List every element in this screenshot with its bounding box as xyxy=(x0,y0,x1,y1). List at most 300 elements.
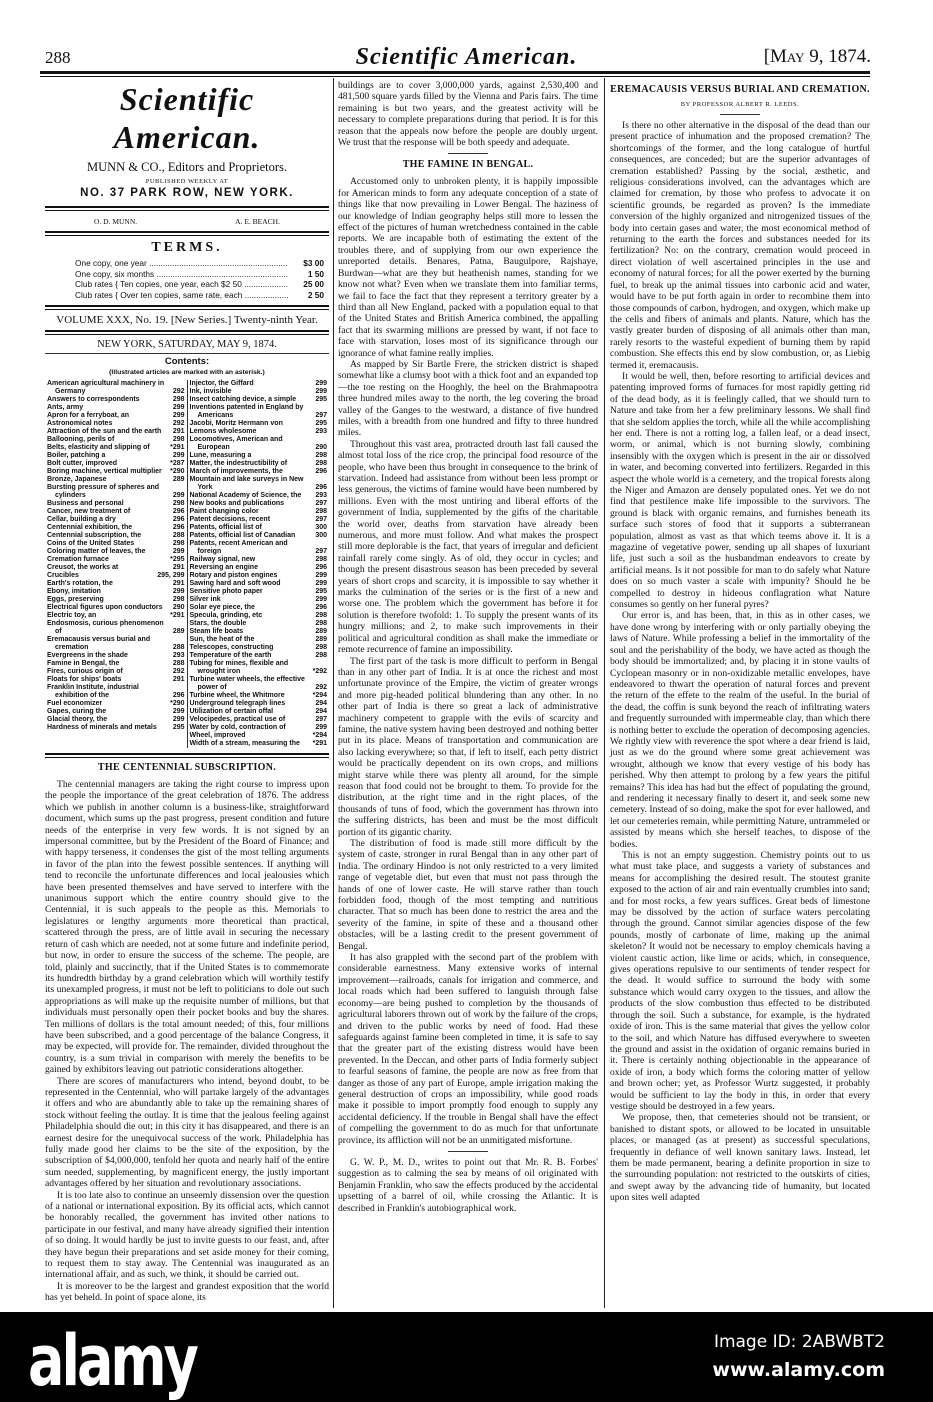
contents-entry-title: Rotary and piston engines xyxy=(189,572,278,579)
contents-entry-page: 299 xyxy=(315,580,327,587)
contents-entry-page: 289 xyxy=(315,636,327,643)
contents-entry xyxy=(190,652,328,660)
contents-entry-title: Gapes, curing the xyxy=(47,708,107,715)
contents-entry-title: Ebony, imitation xyxy=(47,588,101,595)
contents-entry xyxy=(47,524,185,532)
contents-entry-title: Paint changing color xyxy=(189,508,259,515)
watermark-bar xyxy=(0,1312,933,1402)
contents-entry-page: 291 xyxy=(172,564,185,571)
contents-entry-page: *291 xyxy=(170,612,185,619)
contents-entry xyxy=(190,556,328,564)
contents-entry xyxy=(47,468,185,476)
contents-entry xyxy=(190,596,328,604)
contents-entry-page: 292 xyxy=(172,388,185,395)
paragraph: It is too late also to continue an unseemly dissension over the question of a national or international exposition. By its official acts, which cannot be honorably recalled, the government has invited other nations to participate in our festival, and many have already signified their intention of so doing. It would hardly be just to invite guests to our feast, and, after they have begun their preparations and set aside money for their coming, to request them to stay away. The Centennial was inaugurated as an international affair, and as such, we think, it should be carried out. xyxy=(45,1189,329,1281)
contents-entry-title: Bronze, Japanese xyxy=(47,476,107,483)
contents-entry-page: 299 xyxy=(172,548,185,555)
contents-entry-page: 296 xyxy=(172,692,185,699)
contents-entry-title: Bolt cutter, improved xyxy=(47,460,118,467)
contents-entry-page: 300 xyxy=(315,524,327,531)
contents-entry-page: 299 xyxy=(315,380,327,387)
contents-entry xyxy=(47,700,185,708)
contents-entry-title: Reversing an engine xyxy=(189,564,258,571)
paragraph: It would be well, then, before resorting to artificial devices and patenting improved forms of furnaces for most rapidly getting rid of the dead body, as it is feelingly called, that we should turn to Nature and take from her a few preliminary lessons. We shall find that she seldom applies the torch, while all the while accomplishing her end. There is not a rotting log, a fallen leaf, or a dead insect, worm, or animal, which is not burning slowly, combining insensibly with the oxygen which is present in the air or dissolved in water, and becoming converted into fertilizers. Regarded in this aspect the whole world is a cemetery, and the tropical forests along the Niger and Amazon are densely populated ones. Yet we do not find that pestilence make life impossible to the survivors. The ground is black with organic remains, and furnishes beneath its surface such stores of food that it supports a subterranean population, almost as vast as that which teems above it. It is a magazine of vegetative power, sending up all shapes of luxuriant life, just such a soil as the husbandman endeavors to create by artificial means. Is it not possible for man to do safely what Nature does on so much vaster a scale with impunity? Should he be compelled to destroy in hideous conflagration what Nature consumes so gently on her funeral pyres? xyxy=(610,370,870,611)
contents-entry-title: Sensitive photo paper xyxy=(189,588,263,595)
contents-entry-page: 294 xyxy=(315,708,327,715)
paragraph: The distribution of food is made still more difficult by the system of caste, stronger in rural Bengal than in any other part of India. The ordinary Hindoo is not only restricted to a very limited range of vegetable diet, but even that must not pass through the hands of one of lower caste. He will starve rather than touch forbidden food, though of the most tempting and nutritious character. That so much has been done to restrict the area and the severity of the famine, in spite of these and a thousand other obstacles, will be a lasting credit to the present government of Bengal. xyxy=(338,838,598,952)
contents-entry-title: Coins of the United States xyxy=(47,540,135,547)
contents-entry xyxy=(190,388,328,396)
contents-entry-title: Railway signal, new xyxy=(189,556,256,563)
contents-entry xyxy=(47,476,185,484)
contents-entry xyxy=(47,452,185,460)
contents-entry-page: 290 xyxy=(172,604,185,611)
contents-entry xyxy=(47,436,185,444)
rule xyxy=(45,231,329,236)
contents-entry xyxy=(190,532,328,540)
contents-entry-title: Electric toy, an xyxy=(47,612,97,619)
contents-entry-title: Earth's rotation, the xyxy=(47,580,113,587)
contents-entry-page: 298 xyxy=(315,620,327,627)
rule xyxy=(45,353,329,354)
contents-entry-title: Turbine water wheels, the effective power of xyxy=(189,676,305,691)
image-id: Image ID: 2ABWBT2 xyxy=(713,1332,885,1352)
article-centennial xyxy=(45,762,329,1304)
contents-table xyxy=(45,380,329,748)
terms-price: 2 50 xyxy=(307,289,324,300)
contents-entry-title: Electrical figures upon conductors xyxy=(47,604,163,611)
contents-entry-title: Sawing hard and soft wood xyxy=(189,580,281,587)
contents-entry xyxy=(190,476,328,492)
contents-entry-page: *287 xyxy=(170,460,185,467)
contents-entry-title: Wheel, improved xyxy=(189,732,246,739)
contents-entry-page: 289 xyxy=(172,628,185,635)
contents-entry-title: Inventions patented in England by Americans xyxy=(189,404,304,419)
paragraph: This is not an empty suggestion. Chemistry points out to us what must take place, and suggests a variety of substances and means for accomplishing the desired result. The stoutest granite exposed to the action of air and rain eventually crumbles into sand; and for most rocks, a few years suffices. Great beds of limestone may be dissolved by the action of surface waters percolating through the ground. Cannot similar agencies dispose of the few pounds, mostly of carbonate of lime, making up the animal skeleton? It would not be necessary to employ chemicals having a violent caustic action, like lime or acids, which, in consequence, gives operations repulsive to our sentiments of tender respect for the dead. It would suffice to surround the body with some substance which would carry oxygen to the tissues, and allow the products of the slow combustion thus effected to be distributed through the soil. Such a substance, for example, is the hydrated oxide of iron. This is the same material that gives the yellow color to the soil, and which Nature has diffused everywhere to sweeten the ground and assist in the oxidation of organic remains buried in it. There is certainly nothing objectionable in the appearance of oxide of iron, a body which forms the coloring matter of yellow and brown ocher; yet, as Professor Wurtz suggested, it probably would be sufficient to lay the body in this, in order that every vestige should be destroyed in a few years. xyxy=(610,850,870,1112)
contents-entry xyxy=(190,492,328,500)
contents-entry xyxy=(190,716,328,724)
contents-entry-title: Ballooning, perils of xyxy=(47,436,115,443)
contents-entry-page: *291 xyxy=(312,740,327,747)
terms-label: Club rates { Ten copies, one year, each $2 50 ..... xyxy=(75,279,288,290)
contents-entry xyxy=(47,548,185,556)
contents-entry-title: Patents, recent American and foreign xyxy=(189,540,288,555)
contents-entry-page: 299 xyxy=(172,492,185,499)
contents-entry xyxy=(47,636,185,652)
article-heading: THE CENTENNIAL SUBSCRIPTION. xyxy=(97,762,277,773)
contents-entry-title: Famine in Bengal, the xyxy=(47,660,120,667)
contents-entry xyxy=(190,676,328,692)
contents-entry-title: Patents, official list of Canadian xyxy=(189,532,296,539)
contents-entry-page: 288 xyxy=(172,644,185,651)
contents-entry-page: 296 xyxy=(315,604,327,611)
contents-entry-title: Business and personal xyxy=(47,500,124,507)
contents-entry-title: Ants, army xyxy=(47,404,84,411)
contents-entry xyxy=(47,556,185,564)
contents-entry-title: Patent decisions, recent xyxy=(189,516,271,523)
contents-entry-page: 298 xyxy=(172,436,185,443)
contents-entry xyxy=(47,420,185,428)
contents-entry xyxy=(47,500,185,508)
contents-note: (Illustrated articles are marked with an asterisk.) xyxy=(109,369,265,376)
contents-entry-page: 296 xyxy=(315,484,327,491)
contents-entry-title: Apron for a ferryboat, an xyxy=(47,412,130,419)
contents-entry-page: 298 xyxy=(315,652,327,659)
separator xyxy=(448,1151,488,1152)
contents-entry-title: Locomotives, American and European xyxy=(189,436,283,451)
contents-entry xyxy=(47,380,185,396)
contents-entry xyxy=(190,588,328,596)
contents-entry-title: Eremacausis versus burial and cremation xyxy=(47,636,151,651)
contents-entry-title: Endosmosis, curious phenomenon of xyxy=(47,620,164,635)
rule xyxy=(45,206,329,211)
contents-entry-page: 297 xyxy=(315,716,327,723)
contents-entry-title: Hardness of minerals and metals xyxy=(47,724,157,731)
contents-entry-page: 297 xyxy=(315,548,327,555)
contents-entry-page: 291 xyxy=(172,580,185,587)
contents-entry-page: 299 xyxy=(172,588,185,595)
contents-entry xyxy=(47,724,185,732)
contents-entry-title: American agricultural machinery in Germany xyxy=(47,380,165,395)
contents-entry-title: Attraction of the sun and the earth xyxy=(47,428,162,435)
contents-list-right xyxy=(187,380,330,748)
contents-entry xyxy=(47,668,185,676)
contents-entry xyxy=(190,708,328,716)
separator xyxy=(720,114,760,115)
contents-entry-page: 299 xyxy=(172,716,185,723)
contents-entry-page: 296 xyxy=(172,508,185,515)
contents-entry-page: 292 xyxy=(315,684,327,691)
contents-entry-page: 298 xyxy=(172,396,185,403)
contents-entry-title: Bursting pressure of spheres and cylinders xyxy=(47,484,160,499)
contents-entry-title: Evergreens in the shade xyxy=(47,652,128,659)
contents-entry-title: Astronomical notes xyxy=(47,420,113,427)
contents-entry-page: *292 xyxy=(312,668,327,675)
terms-row xyxy=(75,258,324,269)
contents-entry xyxy=(190,540,328,556)
contents-entry xyxy=(190,612,328,620)
contents-entry xyxy=(190,660,328,676)
contents-entry-title: Sun, the heat of the xyxy=(189,636,255,643)
contents-entry-title: Crucibles xyxy=(47,572,79,579)
terms-label: One copy, one year ..... xyxy=(75,258,288,269)
contents-entry-page: 299 xyxy=(315,572,327,579)
paragraph: Is there no other alternative in the disposal of the dead than our present practice of inhumation and the proposed cremation? The shortcomings of the former, and the long catalogue of hurtful consequences, are conceded; but are the superior advantages of cremation established? Passing by the social, æsthetic, and religious considerations involved, can the advantages which are claimed for cremation, by those who profess to advocate it on scientific grounds, be regarded as proven? Is the immediate conversion of the highly organized and nitrogenized tissues of the body into certain gases and water, the most economical method of returning to the earth the forces and substances needed for its fertilization? No: on the contrary, cremation would proceed in direct violation of well ascertained principles in the use and economy of natural forces; for all the power exerted by the burning fuel, to break up the animal tissues into carbonic acid and water, would have to be put forth again in order to recombine them into those compounds of carbon, hydrogen, and oxygen, which make up the cells and fibers of animals and plants. Nature, which has the vastly greater burden of disposing of all animals other than man, rarely resorts to the wasteful expedient of burning them by rapid combustion. She effects this end by slow combustion, or, as Liebig termed it, eremacausis. xyxy=(610,120,870,371)
contents-entry-page: 293 xyxy=(315,428,327,435)
contents-entry xyxy=(47,660,185,668)
separator xyxy=(448,153,488,154)
editor-name: A. E. BEACH. xyxy=(235,217,280,226)
contents-entry-title: Cremation furnace xyxy=(47,556,109,563)
contents-entry-page: 298 xyxy=(315,644,327,651)
terms-title: TERMS. xyxy=(151,240,223,255)
contents-entry-page: 296 xyxy=(172,516,185,523)
contents-entry-title: National Academy of Science, the xyxy=(189,492,302,499)
contents-entry xyxy=(47,404,185,412)
contents-entry-title: Specula, grinding, etc xyxy=(189,612,263,619)
column-divider xyxy=(333,78,334,1308)
contents-entry-title: Franklin Institute, industrial exhibition of the xyxy=(47,684,139,699)
rule xyxy=(45,305,329,310)
contents-entry xyxy=(47,460,185,468)
contents-entry-title: New books and publications xyxy=(189,500,285,507)
contents-entry-page: 294 xyxy=(315,700,327,707)
contents-entry xyxy=(47,396,185,404)
contents-entry xyxy=(190,580,328,588)
contents-entry xyxy=(47,572,185,580)
contents-entry xyxy=(47,604,185,612)
contents-entry xyxy=(47,532,185,540)
paragraph: We propose, then, that cemeteries should not be transient, or banished to distant spots, or allowed to be located in unsuitable places, or managed (as at present) as successful speculations, frequently in defiance of well known sanitary laws. Instead, let them be made permanent, bearing a definite proportion in size to the surrounding population: not restricted to the outskirts of cities, and swept away by the advancing tide of humanity, but located upon sites well adapted xyxy=(610,1112,870,1204)
rule xyxy=(45,753,329,758)
paragraph: The first part of the task is more difficult to perform in Bengal than in any other part of India. It is at once the richest and most unfortunate province of the Empire, the victim of greater wrongs and more pig-headed political blundering than any other. In no other part of India is there so great a lack of administrative machinery competent to grapple with the evils of scarcity and famine, the native system having been destroyed and nothing better put in its place. Means of transportation and communication are also lacking everywhere; so that, if left to itself, each petty district would be practically dependent on its own crops, and millions might starve while there was plenty all around, for the simple reason that food could not be brought to them. To provide for the distribution, at the right time and in the right places, of the thousands of tuns of food, which the government has thrown into the suffering districts, has been and must be the most difficult portion of its gigantic charity. xyxy=(338,655,598,838)
alamy-logo: alamy xyxy=(28,1320,196,1402)
contents-entry xyxy=(190,628,328,636)
contents-entry xyxy=(47,596,185,604)
contents-entry-page: 298 xyxy=(172,540,185,547)
contents-entry-page: *294 xyxy=(312,732,327,739)
column-1 xyxy=(45,80,329,1304)
running-masthead: Scientific American. xyxy=(355,44,578,70)
terms-price: $3 00 xyxy=(303,258,324,268)
paragraph: There are scores of manufacturers who intend, beyond doubt, to be represented in the Centennial, who will partake largely of the advantages it offers and who are abundantly able to take up the remaining shares of stock without feeling the outlay. It is time that the jealous feeling against Philadelphia should die out; in this city it has disappeared, and there is an earnest desire for the unequivocal success of the work. Philadelphia has fully made good her claims to be the site of the exposition, by the subscription of $4,000,000, tenfold her quota and nearly half of the entire sum needed, supplementing, by magnificent energy, the justly important advantages offered by her situation and revolutionary associations. xyxy=(45,1075,329,1190)
paragraph: buildings are to cover 3,000,000 yards, against 2,530,400 and 481,500 square yards filled by the Vienna and Paris fairs. The time remaining is but two years, and the greatest activity will be necessary to complete preparations during that period. It is for this reason that the appeals now before the people are doubly urgent. We trust that the response will be both speedy and adequate. xyxy=(338,80,598,149)
contents-entry-page: 297 xyxy=(315,412,327,419)
contents-entry-page: *291 xyxy=(170,444,185,451)
contents-entry-page: *294 xyxy=(312,692,327,699)
contents-entry-page: 299 xyxy=(172,412,185,419)
terms-row xyxy=(75,290,324,301)
contents-entry-title: Temperature of the earth xyxy=(189,652,272,659)
contents-entry-title: Injector, the Giffard xyxy=(189,380,254,387)
contents-entry-title: Stars, the double xyxy=(189,620,247,627)
contents-entry xyxy=(190,564,328,572)
contents-entry-page: 299 xyxy=(315,724,327,731)
contents-entry-title: Steam life boats xyxy=(189,628,244,635)
contents-entry xyxy=(190,636,328,644)
contents-entry-title: Creusot, the works at xyxy=(47,564,119,571)
contents-entry-page: 298 xyxy=(315,556,327,563)
contents-entry xyxy=(190,572,328,580)
contents-entry xyxy=(47,516,185,524)
contents-entry-page: 299 xyxy=(315,388,327,395)
paragraph: As mapped by Sir Bartle Frere, the stricken district is shaped somewhat like a clumsy boot with a thick foot and an expanded top—the toe resting on the Hooghly, the heel on the Brahmapootra three hundred miles away to the north, the leg covering the broad valley of the Ganges to the westward, a distance of five hundred miles, with a breadth from one hundred and fifty to three hundred miles. xyxy=(338,358,598,439)
contents-entry-page: 296 xyxy=(172,524,185,531)
contents-entry-page: 292 xyxy=(172,420,185,427)
contents-entry xyxy=(47,444,185,452)
contents-entry-page: 296 xyxy=(315,468,327,475)
paragraph: Throughout this vast area, protracted drouth last fall caused the almost total loss of the rice crop, the principal food resource of the people, who have been thus brought in consequence to the brink of starvation. Indeed had assistance from without been less prompt or less generous, the victims of famine would have been numbered by millions. Even with the most untiring and liberal efforts of the government of India, supplemented by the gifts of the charitable the world over, deaths from starvation have already been numerous, and more must follow. And what makes the prospect still more deplorable is the fact, that years of irregular and deficient rainfall rarely come singly. As of old, they occur in cycles; and though the present disastrous season has been preceded by several years of short crops and scarcity, it is impossible to say whether it marks the culmination of the series or is the first of a new and worse one. The problem which the government has before it for solution is therefore twofold: 1. To supply the present wants of its hungry millions; and 2, to make such improvements in their political and agricultural condition as shall make the immediate or remote recurrence of famine an impossibility. xyxy=(338,438,598,656)
contents-entry xyxy=(190,500,328,508)
rule xyxy=(45,330,329,335)
contents-entry-page: 289 xyxy=(172,476,185,483)
contents-entry-title: Answers to correspondents xyxy=(47,396,140,403)
contents-entry-page: 295 xyxy=(315,588,327,595)
contents-entry-title: Cellar, building a dry xyxy=(47,516,116,523)
contents-entry xyxy=(47,508,185,516)
contents-entry-title: Underground telegraph lines xyxy=(189,700,286,707)
contents-entry-title: Silver ink xyxy=(189,596,221,603)
contents-entry xyxy=(190,420,328,428)
contents-entry-title: Eggs, preserving xyxy=(47,596,104,603)
contents-entry-page: 298 xyxy=(172,500,185,507)
paragraph: It has also grappled with the second part of the problem with considerable earnestness. Many extensive works of internal improvement—railroads, canals for irrigation and commerce, and local roads which had been suffered to languish through false economy—are being pushed to completion by the thousands of agricultural laborers thrown out of work by the failure of the crops, and driven to the public works by need of food. Had these safeguards against famine been completed in time, it is safe to say that the greater part of the existing distress would have been prevented. In the Deccan, and other parts of India formerly subject to fearful seasons of famine, the people are now as free from that danger as those of any part of Europe, ample irrigation making the general destruction of crops an impossibility, while good roads make it possible to import promptly food enough to supply any accidental deficiency. If the trouble in Bengal shall have the effect of compelling the government to do as much for that unfortunate province, its affliction will not be an unmitigated misfortune. xyxy=(338,952,598,1146)
contents-entry-title: Water by cold, contraction of xyxy=(189,724,286,731)
contents-entry xyxy=(190,724,328,732)
contents-entry-title: Ink, invisible xyxy=(189,388,232,395)
contents-entry-page: 288 xyxy=(172,532,185,539)
editors xyxy=(45,217,329,226)
contents-entry xyxy=(190,516,328,524)
contents-entry xyxy=(47,684,185,700)
publication-title: Scientific American. xyxy=(113,81,261,155)
contents-entry xyxy=(47,412,185,420)
contents-entry-page: 298 xyxy=(315,452,327,459)
contents-entry xyxy=(47,564,185,572)
article-eremacausis xyxy=(610,80,870,1204)
contents-entry xyxy=(190,508,328,516)
contents-entry-title: Lemons wholesome xyxy=(189,428,257,435)
contents-entry-page: 298 xyxy=(315,460,327,467)
contents-entry-title: Glacial theory, the xyxy=(47,716,108,723)
contents-entry-title: Matter, the indestructibility of xyxy=(189,460,288,467)
contents-entry-title: Tubing for mines, flexible and wrought iron xyxy=(189,660,289,675)
contents-entry-page: *290 xyxy=(170,700,185,707)
article-heading: THE FAMINE IN BENGAL. xyxy=(402,159,534,171)
article-heading: EREMACAUSIS VERSUS BURIAL AND CREMATION. xyxy=(610,84,870,95)
contents-entry-title: Cancer, new treatment of xyxy=(47,508,131,515)
byline: BY PROFESSOR ALBERT R. LEEDS. xyxy=(680,101,800,108)
contents-entry-page: 295, 299 xyxy=(157,572,185,579)
contents-entry xyxy=(190,740,328,748)
editor-name: O. D. MUNN. xyxy=(94,217,138,226)
contents-entry-title: Boring machine, vertical multiplier xyxy=(47,468,162,475)
paragraph: The centennial managers are taking the right course to impress upon the people the importance of the great celebration of 1876. The address which we publish in another column is a business-like, straightforward document, which sums up the past progress, present condition and future needs of the enterprise in very few words. It is not signed by an impersonal committee, but by the President of the Board of Finance; and with happy terseness, it condenses the gist of the most telling arguments in favor of the plan into the fewest possible sentences. If anything will tend to reconcile the unfortunate differences and local jealousies which have been presented themselves and have served to interfere with the unanimous support which the entire country should give to the Centennial, it is such appeals to the people as this. Memorials to legislatures or lengthy arguments more theoretical than practical, scattered through the press, are of little avail in securing the necessary return of cash which are needed, not at some future and indefinite period, but now, in order to ensure the success of the scheme. The people, are told, plainly and succinctly, that if the United States is to commemorate its hundredth birthday by a grand celebration which will worthily testify its unexampled progress, it must not be left to politicians to dole out such appropriations as will make up the requisite number of millions, but that individuals must personally open their pocket books and buy the shares. Ten millions of dollars is the total amount needed; of this, four millions have been subscribed, and a good percentage of the balance Congress, it may be expected, will provide for. The remainder, divided throughout the country, is a sum trivial in comparison with merely the benefits to be gained by exhibitors leaving out patriotic considerations altogether. xyxy=(45,779,329,1076)
contents-entry xyxy=(190,396,328,404)
contents-entry-page: 298 xyxy=(172,596,185,603)
terms-label: Club rates { Over ten copies, same rate, each ..... xyxy=(75,290,288,301)
publishers: MUNN & CO., Editors and Proprietors. xyxy=(87,160,287,174)
contents-entry-page: 298 xyxy=(315,612,327,619)
contents-entry-page: 288 xyxy=(172,660,185,667)
contents-entry-page: 291 xyxy=(172,428,185,435)
contents-entry-page: 299 xyxy=(172,404,185,411)
contents-entry-page: 299 xyxy=(172,708,185,715)
contents-entry xyxy=(190,404,328,420)
terms-price: 1 50 xyxy=(307,268,324,279)
paragraph: G. W. P., M. D., writes to point out that Mr. R. B. Forbes' suggestion as to calming the sea by means of oil originated with Benjamin Franklin, who saw the effects produced by the accidental upsetting of a barrel of oil, while crossing the Atlantic. It is described in Franklin's autobiographical work. xyxy=(338,1156,598,1214)
contents-entry xyxy=(47,588,185,596)
contents-entry-title: Solar eye piece, the xyxy=(189,604,255,611)
contents-entry xyxy=(190,436,328,452)
paragraph: Accustomed only to unbroken plenty, it is happily impossible for American minds to form any adequate conception of a state of things like that now prevailing in Lower Bengal. The haziness of our knowledge of Indian geography helps still more to lessen the effect of the pictures of human wretchedness contained in the cable reports. We are incapable both of estimating the extent of the troubles there, and of supplying from our own experience the unreported details. Benares, Patna, Baugulpore, Rajshaye, Burdwan—what are they but heathenish names, standing for we know not what? Even when we translate them into familiar terms, we fail to face the fact that they represent a territory greater by a third than all New England, packed with a population equal to that of the United States and British America combined, the appalling fact that its swarming millions are pressed by want, if not face to face with starvation, loses most of its significance through our ignorance of what famine really implies. xyxy=(338,176,598,359)
contents-entry-title: Coloring matter of leaves, the xyxy=(47,548,146,555)
contents-entry xyxy=(190,620,328,628)
contents-entry-title: Utilization of certain offal xyxy=(189,708,274,715)
contents-entry-page: 297 xyxy=(315,500,327,507)
contents-entry-page: 299 xyxy=(315,596,327,603)
contents-entry xyxy=(47,612,185,620)
contents-title: Contents: xyxy=(164,356,210,367)
contents-entry-page: 289 xyxy=(315,628,327,635)
contents-entry xyxy=(47,484,185,500)
contents-entry-page: *290 xyxy=(170,468,185,475)
contents-entry xyxy=(190,644,328,652)
contents-entry xyxy=(47,652,185,660)
contents-entry xyxy=(190,428,328,436)
contents-entry xyxy=(190,524,328,532)
contents-entry-title: Turbine wheel, the Whitmore xyxy=(189,692,285,699)
contents-entry-page: 295 xyxy=(315,420,327,427)
contents-entry-title: Belts, elasticity and slipping of xyxy=(47,444,150,451)
contents-entry-page: 292 xyxy=(172,668,185,675)
contents-entry xyxy=(190,380,328,388)
contents-entry-title: Centennial subscription, the xyxy=(47,532,142,539)
contents-entry-page: 296 xyxy=(315,564,327,571)
column-divider xyxy=(604,78,605,1308)
contents-entry-page: 299 xyxy=(172,452,185,459)
terms-price: 25 00 xyxy=(303,279,324,289)
contents-entry-title: Telescopes, constructing xyxy=(189,644,274,651)
contents-entry xyxy=(190,460,328,468)
contents-entry-title: Mountain and lake surveys in New York xyxy=(189,476,304,491)
contents-entry-title: Width of a stream, measuring the xyxy=(189,740,300,747)
contents-list-left xyxy=(45,380,187,748)
contents-entry-page: 293 xyxy=(172,652,185,659)
issue-date: NEW YORK, SATURDAY, MAY 9, 1874. xyxy=(97,339,277,350)
contents-entry-page: 295 xyxy=(172,724,185,731)
contents-entry-page: 295 xyxy=(315,396,327,403)
contents-entry xyxy=(190,468,328,476)
contents-entry xyxy=(190,692,328,700)
contents-entry xyxy=(47,620,185,636)
contents-entry-page: 297 xyxy=(315,516,327,523)
terms-row xyxy=(75,269,324,280)
terms-table xyxy=(45,258,329,300)
contents-entry-title: Floats for ships' boats xyxy=(47,676,122,683)
contents-entry-title: March of improvements, the xyxy=(189,468,283,475)
contents-entry-title: Velocipedes, practical use of xyxy=(189,716,286,723)
contents-entry-title: Insect catching device, a simple xyxy=(189,396,297,403)
paragraph: It is moreover to be the largest and grandest exposition that the world has yet beheld. In point of space alone, its xyxy=(45,1280,329,1304)
contents-entry xyxy=(190,604,328,612)
paragraph: Our error is, and has been, that, in this as in other cases, we have done wrong by interfering with or only partially obeying the laws of Nature. While professing a belief in the immortality of the soul and the perishability of the body, we have acted as though the body should be immortalized; and, by placing it in stone vaults of Cyclopean masonry or in non-oxidizable metallic envelopes, have endeavored to thwart the operation of natural forces and prevent the return of the effete to the realm of the useful. In the burial of the dead, the coffin is sunk beyond the reach of infiltrating waters and frequently surrounded with impermeable clay, than which there is nothing better to exclude the operation of decomposing agencies. We rightly view with reverence the spot where a dear friend is laid, just as we do the ground where some great achievement was wrought, although we know that every vestige of his body has perished. Why then attempt to prolong by a few years the pitiful remains? This idea has had but the effect of populating the ground, and rendering it necessary finally to desert it, and seek some new cemetery. Instead of so doing, make the spot for ever hallowed, and let our cemeteries remain, while permitting Nature, untrammeled or assisted by means which she herself teaches, to dispose of the bodies. xyxy=(610,610,871,850)
contents-entry xyxy=(47,716,185,724)
address: NO. 37 PARK ROW, NEW YORK. xyxy=(80,187,294,199)
contents-entry-title: Fires, curious origin of xyxy=(47,668,123,675)
contents-entry xyxy=(190,452,328,460)
column-2 xyxy=(338,80,598,1214)
contents-entry xyxy=(190,700,328,708)
contents-entry-title: Lune, measuring a xyxy=(189,452,252,459)
terms-label: One copy, six months ..... xyxy=(75,269,288,280)
contents-entry-title: Fuel economizer xyxy=(47,700,103,707)
contents-entry xyxy=(47,708,185,716)
published-weekly: PUBLISHED WEEKLY AT xyxy=(145,178,229,185)
contents-entry xyxy=(190,732,328,740)
contents-entry-title: Patents, official list of xyxy=(189,524,262,531)
terms-row xyxy=(75,279,324,290)
contents-entry-title: Centennial exhibition, the xyxy=(47,524,133,531)
contents-entry-page: *295 xyxy=(170,556,185,563)
header-rule xyxy=(40,71,870,77)
page-number: 288 xyxy=(45,48,71,67)
issue-date-header: [May 9, 1874. xyxy=(763,46,871,67)
contents-entry-title: Boiler, patching a xyxy=(47,452,106,459)
volume-line: VOLUME XXX, No. 19. [New Series.] Twenty-ninth Year. xyxy=(56,314,318,326)
contents-entry-page: 298 xyxy=(315,508,327,515)
contents-entry xyxy=(47,580,185,588)
